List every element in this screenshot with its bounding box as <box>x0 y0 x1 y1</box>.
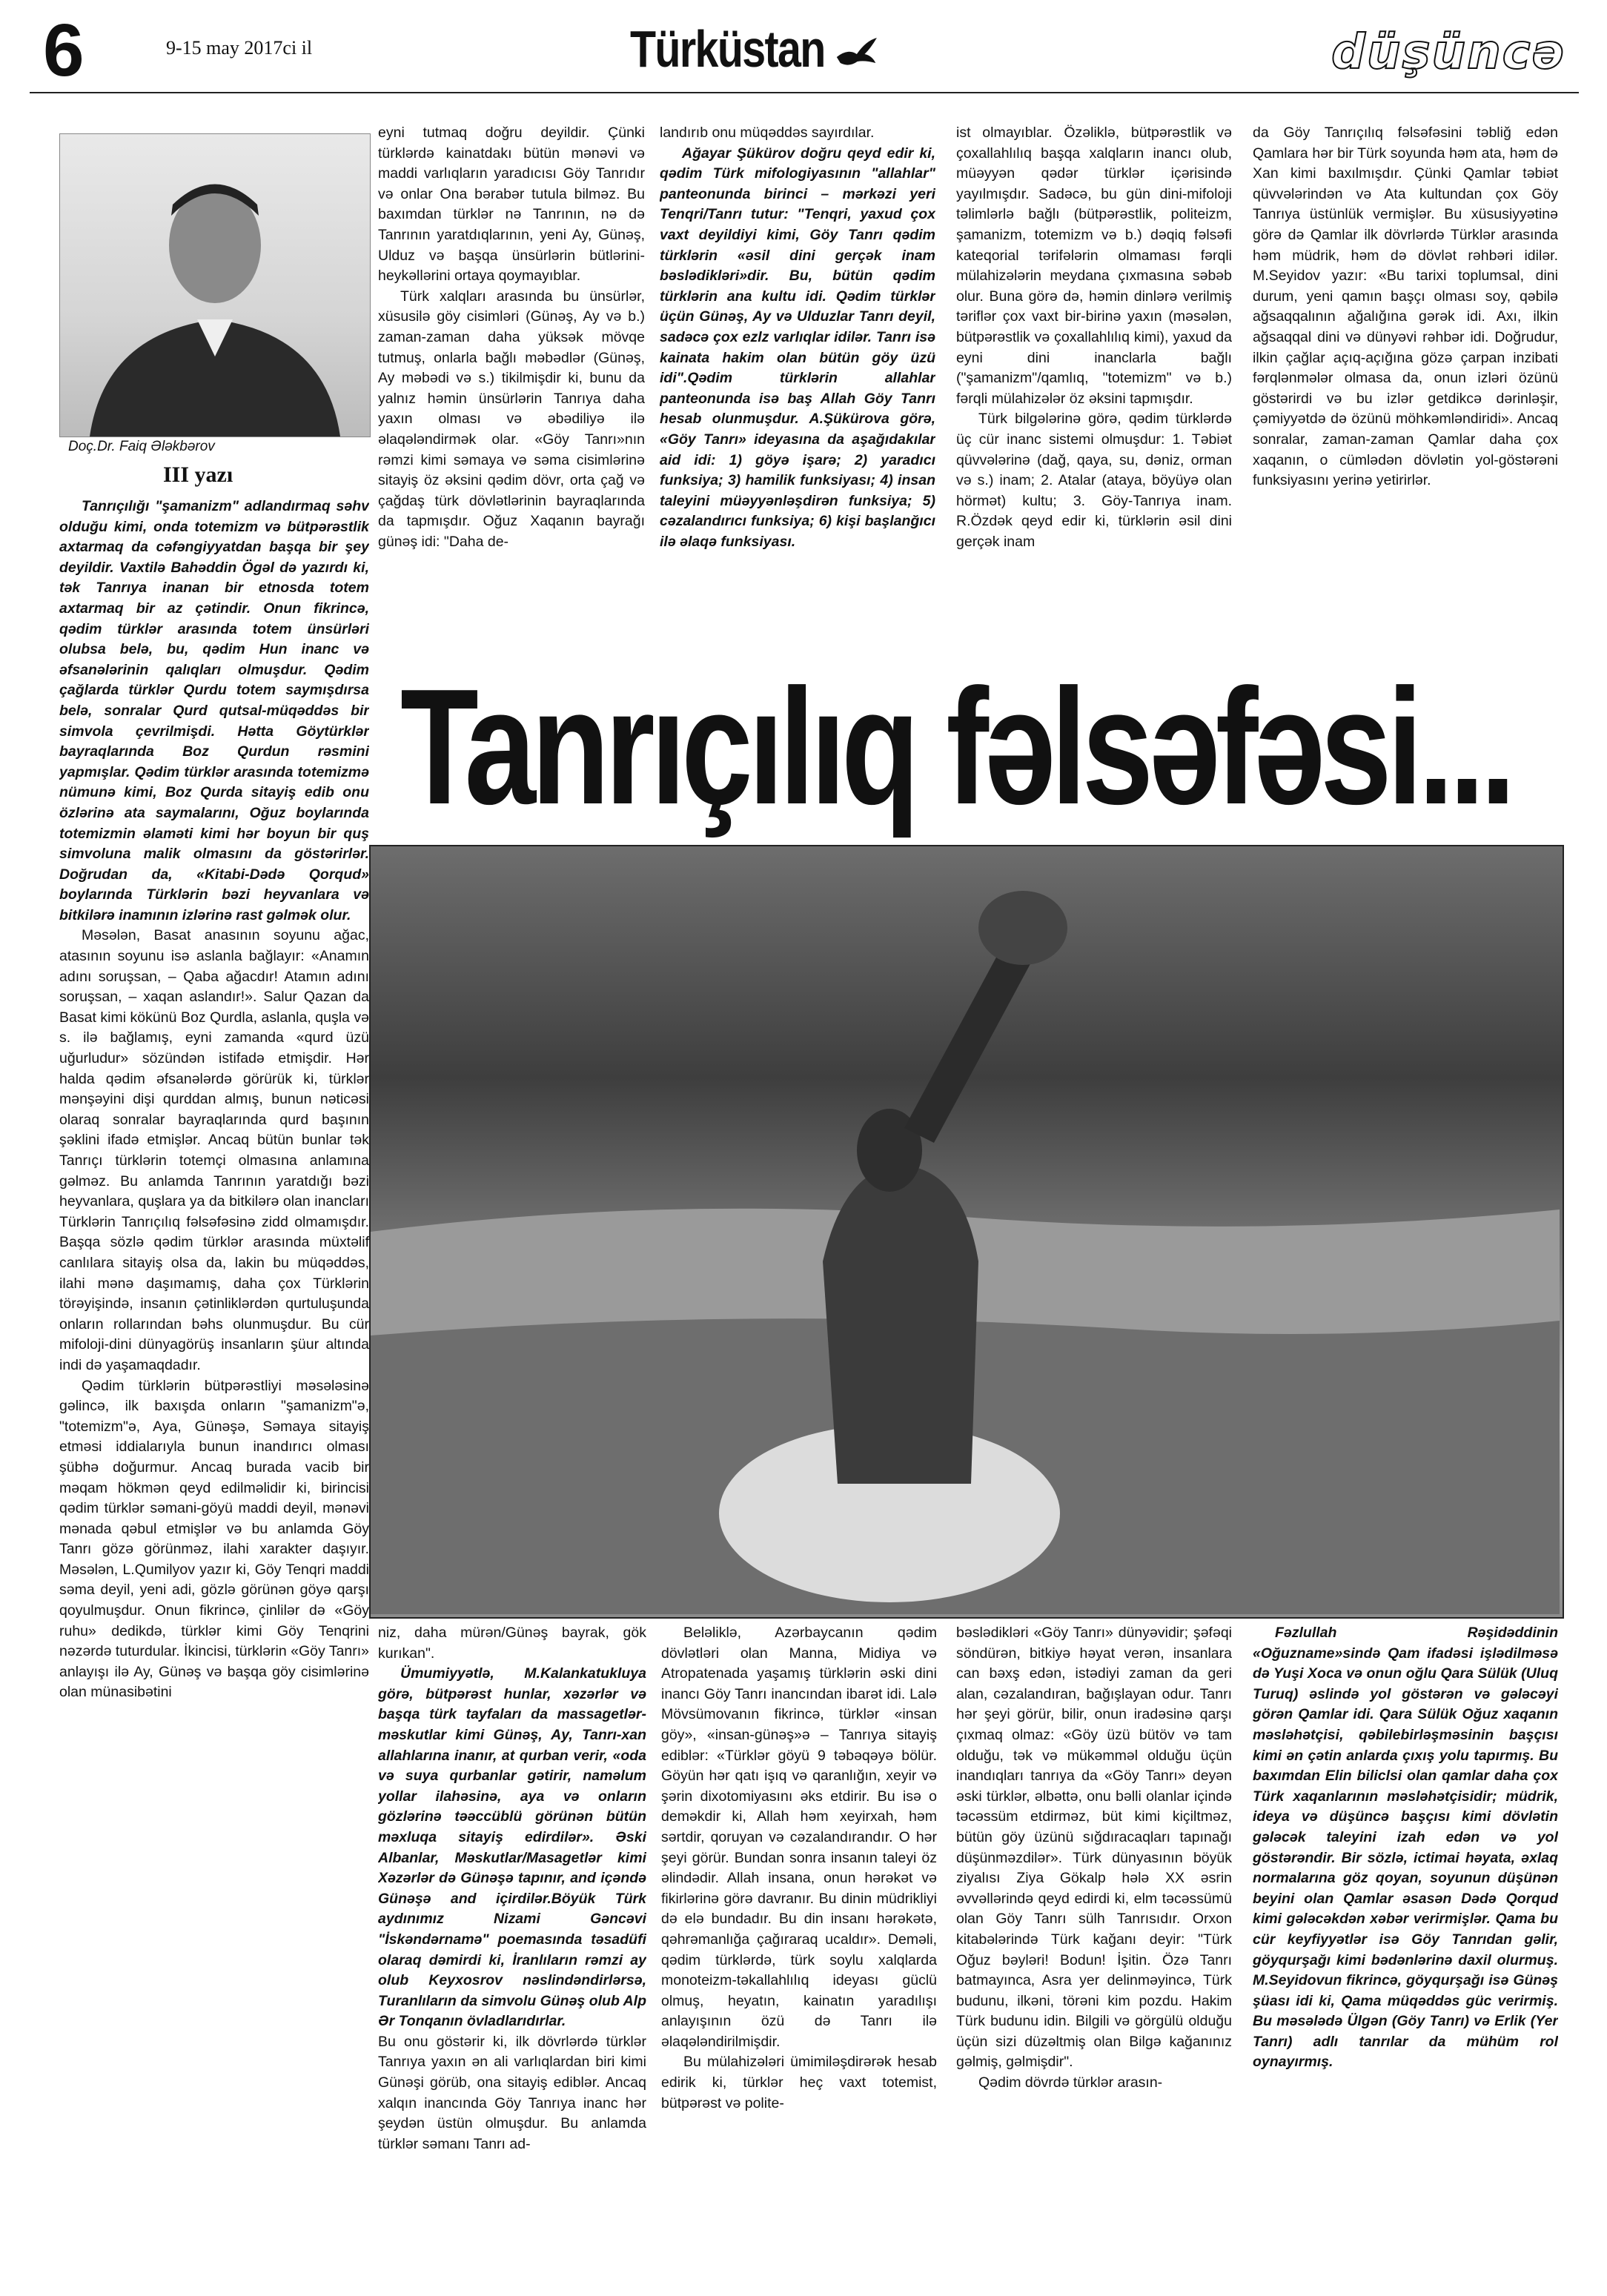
paragraph: Ağayar Şükürov doğru qeyd edir ki, qədim Türk mifologiyasının "allahlar" panteonunda birinci – mərkəzi yeri Tenqri/Tanrı tutur: "Tenqri, yaxud çox vaxt deyildiyi kimi, Göy Tanrı qədim türklərin «əsil dini gerçək inam bəslədikləri»dir. Bu, bütün qədim türklərin ana kultu idi. Qədim türklər üçün Günəş, Ay və Ulduzlar Tanrı deyil, sadəcə çox ezlz varlıqlar idilər. Tanrı isə kainata hakim olan bütün göy üzü idi".Qədim türklərin allahlar panteonunda isə baş Allah Göy Tanrı hesab olunmuşdur. A.Şükürova görə, «Göy Tanrı» ideyasına da aşağıdakılar aid idi: 1) göyə işarə; 2) yaradıcı funksiya; 3) hamilik funksiyası; 4) insan taleyini müəyyənləşdirən funksiya; 5) cəzalandırıcı funksiya; 6) kişi başlanğıcı ilə əlaqə funksiyası. <box>660 145 935 550</box>
paragraph: Türk xalqları arasında bu ünsürlər, xüsusilə göy cisimləri (Günəş, Ay və b.) zaman-zaman daha yüksək mövqe tutmuş, onlarla bağlı məbədlər (Günəş, Ay məbədi və s.) tikilmişdir ki, bunu da yalnız həmin ünsürlərin Tanrıya daha yaxın olması və əbədiliyə ilə əlaqələndirmək olar. «Göy Tanrı»nın rəmzi kimi səmaya və səma cisimlərinə sitayiş öz əksini qədim dövr, orta çağ və çağdaş türk dövlətlərinin bayraqlarında da tapmışdır. Oğuz Xaqanın bayrağı günəş idi: "Daha de- <box>378 288 645 550</box>
paragraph: Türk bilgələrinə görə, qədim türklərdə üç cür inanc sistemi olmuşdur: 1. Təbiət qüvvələrinə (dağ, qaya, su, dəniz, orman və s.) inam; 2. Atalar (ataya, böyüyə olan hörmət) kultu; 3. Göy-Tanrıya inam. R.Özdək qeyd edir ki, türklərin əsil dini gerçək inam <box>956 411 1232 550</box>
article-column-2-top <box>378 123 645 649</box>
paragraph: Bu mülahizələri ümimiləşdirərək hesab edirik ki, türklər heç vaxt totemist, bütpərəst və polite- <box>661 2054 937 2111</box>
page-number: 6 <box>43 9 85 92</box>
paragraph: Bu onu göstərir ki, ilk dövrlərdə türklər Tanrıya yaxın ən ali varlıqlardan biri kimi Günəşi görüb, ona sitayiş ediblər. Ancaq xalqın inancında Göy Tanrıya inanc hər şeydən üstün olmuşdur. Bu anlamda türklər səmanı Tanrı ad- <box>378 2033 646 2152</box>
paragraph: Qədim dövrdə türklər arasın- <box>978 2074 1163 2091</box>
paragraph: Ümumiyyətlə, M.Kalankatukluya görə, bütpərəst hunlar, xəzərlər və başqa türk tayfaları da massagetlər-məskutlar kimi Günəş, Ay, Tanrı-xan allahlarına inanır, at qurban verir, «oda və suya qurbanlar gətirir, naməlum yollar ilahəsinə, aya və onların gözlərinə təəccüblü görünən bütün məxluqa sitayiş edirdilər». Əski Albanlar, Məskutlar/Masagetlər kimi Xəzərlər də Günəşə tapınır, and içəndə Günəşə and içirdilər.Böyük Türk aydınımız Nizami Gəncəvi "İskəndərnamə" poemasında təsadüfi olaraq dəmirdi ki, İranlıların rəmzi ay olub Keyxosrov nəslindəndirlərsə, Turanlıların da simvolu Günəş olub Alp Ər Tonqanın övladlarıdırlar. <box>378 1665 646 2030</box>
article-column-1 <box>59 497 369 2260</box>
author-photo <box>59 133 371 437</box>
article-column-4-bottom <box>956 1623 1232 2260</box>
issue-date: 9-15 may 2017ci il <box>166 37 313 59</box>
paragraph: Beləliklə, Azərbaycanın qədim dövlətləri olan Manna, Midiya və Atropatenada yaşamış türklərin əski dini inancı Göy Tanrı inancından ibarət idi. Lalə Mövsümovanın fikrincə, türklər «insan göy», «insan-günəş»ə – Tanrıya sitayiş ediblər: «Türklər göyü 9 təbəqəyə bölür. Göyün hər qatı işıq və qaranlığın, xeyir və şərin dixotomiyasını əks etdirir. Bu isə o deməkdir ki, Allah həm xeyirxah, həm sərtdir, qoruyan və cəzalandırandır. O hər şeyi görür. Bundan sonra insanın taleyi öz əlindədir. Allah insana, onun hərəkət və fikirlərinə görə davranır. Bu dinin müdrikliyi də elə bundadır. Bu din insanı hərəkətə, qəhrəmanlığa çağıraraq ucaldır». Deməli, qədim türklərdə, türk soylu xalqlarda monoteizm-təkallahlılıq ideyası güclü olmuş, heyatın, kainatın yaradılışı anlayışının özü də Tanrı ilə əlaqələndirilmişdir. <box>661 1625 937 2050</box>
article-column-2-bottom <box>378 1623 646 2260</box>
paragraph: landırıb onu müqəddəs sayırdılar. <box>660 125 875 141</box>
article-column-5-bottom <box>1253 1623 1558 2260</box>
article-column-3-bottom <box>661 1623 937 2260</box>
article-lead: Tanrıçılığı "şamanizm" adlandırmaq səhv olduğu kimi, onda totemizm və bütpərəstlik axtarmaq da cəfəngiyyatdan başqa bir şey deyildir. Vaxtilə Bahəddin Ögəl də yazırdı ki, tək Tanrıya inanan bir etnosda totem axtarmaq bir az çətindir. Onun fikrincə, qədim türklər arasında totem ünsürləri olubsa belə, bu, qədim Hun inanc və əfsanələrinin qalıqları olmuşdur. Qədim çağlarda türklər Qurdu totem saymışdırsa belə, sonralar Qurd qutsal-müqəddəs bir simvola çevrilmişdi. Hətta Göytürklər bayraqlarında Boz Qurdun rəsmini yapmışlar. Qədim türklər arasında totemizmə nümunə kimi, Boz Qurda sitayiş edib onu özlərinə ata saymalarını, Oğuz boylarında totemizmin əlaməti kimi hər boyun bir quş simvoluna malik olmasını da göstərirlər. Doğrudan da, «Kitabi-Dədə Qorqud» boylarında Türklərin bəzi heyvanlara və bitkilərə inamının izlərinə rast gəlmək olur. <box>59 498 369 923</box>
section-title: düşüncə <box>1331 25 1565 80</box>
paragraph: niz, daha mürən/Günəş bayrak, gök kurıkan". <box>378 1625 646 1662</box>
article-headline: Tanrıçılıq fəlsəfəsi... <box>400 655 1511 839</box>
author-caption: Doç.Dr. Faiq Ələkbərov <box>68 439 215 454</box>
paragraph: Məsələn, Basat anasının soyunu ağac, atasının soyunu isə aslanla bağlayır: «Anamın adını soruşsan, – Qaba ağacdır! Atamın adını soruşsan, – xaqan aslandır!». Salur Qazan da Basat kimi kökünü Boz Qurdla, aslanla, quşla və s. ilə bağlamış, eyni zamanda «qurd üzü uğurludur» sözündən istifadə etmişdir. Hər halda qədim əfsanələrdə görürük ki, türklər mənşəyini dişi qurddan almış, bunun nəticəsi olaraq sonralar bayraqlarında qurd başının şəklini ifadə etmişlər. Ancaq bütün bunlar tək Tanrıçı türklərin totemçi olmasına anlamına gəlməz. Bu anlamda Tanrının yaratdığı bəzi heyvanlara, quşlara ya da bitkilərə olan inancları Türklərin Tanrıçılıq fəlsəfəsinə zidd olmamışdır. Başqa sözlə qədim türklər arasında müxtəlif canlılara sitayiş olsa da, lakin bu müqəddəs, ilahi mənə daşımamış, daha çox Türklərin törəyişində, insanın çətinliklərdən qurtuluşunda onların rollarından bəhs olunmuşdur. Bu cür mifoloji-dini dünyagörüş insanların şüur altında indi də yaşamaqdadır. <box>59 927 369 1373</box>
paragraph: da Göy Tanrıçılıq fəlsəfəsini təbliğ edən Qamlara hər bir Türk soyunda həm ata, həm də Xan kimi baxılmışdır. Çünki Qamlar təbiət qüvvələrindən və Ata kultundan çox Göy Tanrıya üstünlük vermişlər. Bu xüsusiyyətinə görə də Qamlar ilk dövrlərdə Türklər arasında həm müdrik, həm də dövlət rəhbəri idilər. M.Seyidov yazır: «Bu tarixi toplumsal, dini durum, yeni qamın başçı olması soy, qəbilə ağsaqqalının ağalığına gərək idi. Axı, ilkin ağsaqqal dini və dünyəvi rəhbər idi. Doğrudur, ilkin çağlar açıq-açığına gözə çarpan inzibati fərqlənmələr olmasa da, onun izləri özünü göstərirdi və bu izlər getdikcə dərinləşir, çəmiyyətdə də özünü möhkəmləndiridi». Ancaq sonralar, zaman-zaman Qamlar daha çox xaqanın, o cümlədən dövlətin yol-göstərəni funksiyasını yerinə yetirirlər. <box>1253 125 1558 489</box>
paragraph: bəslədikləri «Göy Tanrı» dünyəvidir; şəfəqi söndürən, bitkiyə həyat verən, insanlara can bəxş edən, istədiyi zaman da geri alan, cəzalandıran, bağışlayan odur. Tanrı hər şeyi görür, bilir, onun iradəsinə qarşı çıxmaq olmaz: «Göy üzü bütöv və tam olduğu, tək və mükəmməl olduğu üçün inandıqları tanrıya da «Göy Tanrı» deyən əski türklər, əlbəttə, onu bəlli olanlar içində təcəssüm etdirməz, büt kimi kiçiltməz, bütün göy üzünü sığdıracaqları tapınağı düşünməzdilər». Türk dünyasının böyük ziyalısı Ziya Gökalp hələ XX əsrin əvvəllərində qeyd edirdi ki, elm təcəssümü olan Göy Tanrı sülh Tanrısıdır. Orxon kitabələrində Türk kağanı deyir: "Türk Oğuz bəyləri! Bodun! İşitin. Özə Tanrı batmayınca, Asra yer delinməyincə, Türk budunu, ilkəni, törəni kim pozdu. Hakim Türk budunu idin. Bilgili və görgülü olduğu üçün sizi düzəltmiş olan Bilgə kağanınız gəlmiş, gəlmişdir". <box>956 1625 1232 2071</box>
article-column-3-top <box>660 123 935 649</box>
shaman-photo <box>369 845 1564 1619</box>
bird-logo-icon <box>835 35 878 72</box>
article-column-5-top <box>1253 123 1558 649</box>
paragraph: ist olmayıblar. Özəliklə, bütpərəstlik və çoxallahlılıq başqa xalqların inancı olub, müəyyən qədər türklər içərisində yayılmışdır. Sadəcə, bu gün dini-mifoloji təlimlərlə bağlı (bütpərəstlik, politeizm, şamanizm, totemizm və b.) dəqiq fəlsəfi kateqorial tərifələrin olmaması fərqli mülahizələrin meydana çıxmasına səbəb olur. Buna görə də, həmin dinlərə verilmiş təriflər çox vaxt bir-birinə yaxın (məsələn, bütpərəstlik və çoxallahlılıq kimi), yaxud da eyni dini inanclarla bağlı ("şamanizm"/qamlıq, "totemizm" və b.) fərqli mülahizələr öz əksini tapmışdır. <box>956 125 1232 407</box>
header-rule <box>30 92 1579 93</box>
masthead-title: Türküstan <box>630 20 825 78</box>
part-label: III yazı <box>163 462 233 487</box>
paragraph: Fəzlullah Rəşidəddinin «Oğuzname»sində Qam ifadəsi işlədilməsə də Yuşi Xoca və onun oğlu Qara Sülük (Uluq Turuq) əslində yol göstərən və gələcəyi görən Qamlar idi. Qara Sülük Oğuz xaqanın məsləhətçisi, qəbilebirləşməsinin başçısı kimi ən çətin anlarda çıxış yolu tapırmış. Bu baxımdan Elin biliclsi olan qamlar daha çox Türk xaqanlarının məsləhətçisidir; müdrik, ideya və düşüncə başçısı kimi dövlətin gələcək taleyini izah edən və yol göstərəndir. Bir sözlə, ictimai həyata, əxlaq normalarına göz qoyan, soyunun düşünən beyini olan Qamlar əsasən Dədə Qorqud kimi gələcəkdən xəbər verirmişlər. Qama bu cür keyfiyyətlər isə Göy Tanrıdan gəlir, göyqurşağı kimi bədənlərinə daxil olurmuş. M.Seyidovun fikrincə, göyqurşağı isə Günəş şüası idi ki, Qama müqəddəs güc verirmiş. Bu məsələdə Ülgən (Göy Tanrı) və Erlik (Yer Tanrı) adlı tanrılar da mühüm rol oynayırmış. <box>1253 1625 1558 2071</box>
article-column-4-top <box>956 123 1232 649</box>
newspaper-masthead <box>630 19 878 79</box>
paragraph: eyni tutmaq doğru deyildir. Çünki türklərdə kainatdakı bütün mənəvi və maddi varlıqların yaradıcısı Göy Tanrıdır və onlar Ona bərabər tutula bilməz. Bu baxımdan türklər nə Tanrının, nə də Tanrının yaratdıqlarının, yeni Ay, Günəş, Ulduz və başqa ünsürlərin bütlərini-heykəllərini ortaya qoymayıblar. <box>378 125 645 285</box>
paragraph: Qədim türklərin bütpərəstliyi məsələsinə gəlincə, ilk baxışda onların "şamanizm"ə, "totemizm"ə, Aya, Günəşə, Səmaya sitayiş etməsi iddialarıyla bunun inandırıcı olması şübhə doğurmur. Ancaq burada vacib bir məqam hökmən qeyd edilməlidir ki, birincisi qədim türklər səmani-göyü maddi deyil, mənəvi mənada qəbul etmişlər və bu anlamda Göy Tanrı gözə görünməz, ilahi xarakter daşıyır. Məsələn, L.Qumilyov yazır ki, Göy Tenqri maddi səma deyil, yeni adi, gözlə görünən göyə qarşı qoyulmuşdur. Onun fikrincə, çinlilər də «Göy ruhu» dedikdə, türklər kimi Göy Tenqrini nəzərdə tuturdular. İkincisi, türklərin «Göy Tanrı» anlayışı ilə Ay, Günəş və başqa göy cisimlərinə olan münasibətini <box>59 1377 369 1701</box>
